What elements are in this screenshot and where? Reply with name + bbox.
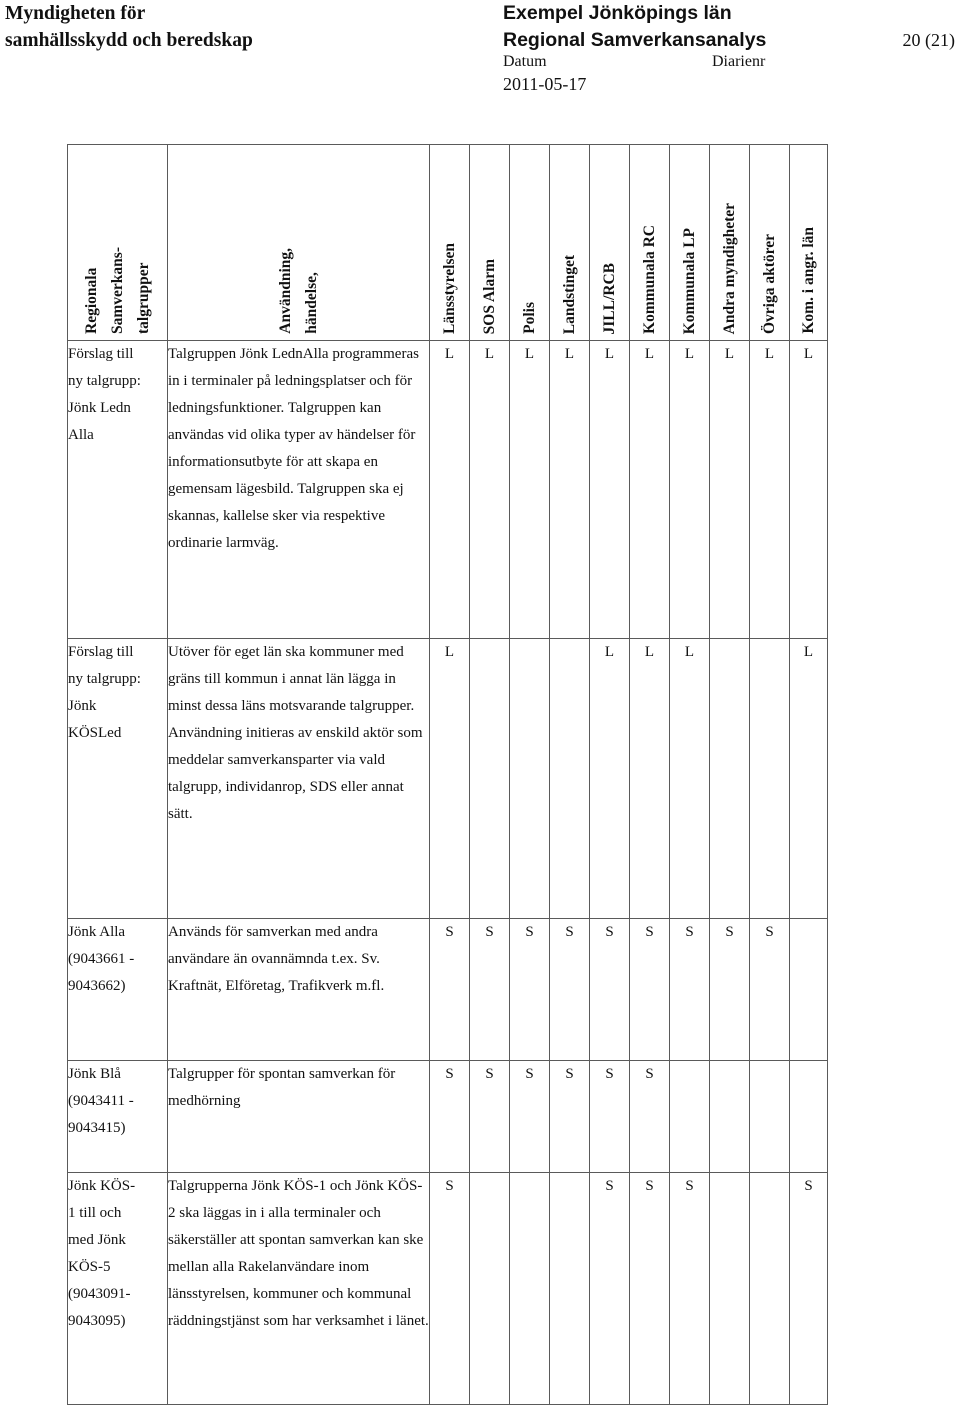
actor-mark-cell: S bbox=[430, 1061, 470, 1173]
column-header-label: Regionala Samverkans- talgrupper bbox=[82, 247, 152, 334]
actor-mark-cell: S bbox=[550, 919, 590, 1061]
column-header-label: Övriga aktörer bbox=[760, 233, 778, 334]
actor-mark-cell: L bbox=[790, 341, 828, 639]
actor-mark-cell: L bbox=[510, 341, 550, 639]
header-ovriga-aktorer bbox=[750, 145, 790, 341]
talkgroup-name-cell: Jönk Alla (9043661 - 9043662) bbox=[68, 919, 168, 1061]
usage-description-cell: Talgrupperna Jönk KÖS-1 och Jönk KÖS-2 ska läggas in i alla terminaler och säkerställer att spontan samverkan kan ske mellan alla Rakelanvändare inom länsstyrelsen, kommuner och kommunal räddningstjänst som har verksamhet i länet. bbox=[168, 1173, 430, 1405]
actor-mark-cell bbox=[510, 639, 550, 919]
header-kom-i-angr-lan bbox=[790, 145, 828, 341]
usage-description-cell: Används för samverkan med andra användare än ovannämnda t.ex. Sv. Kraftnät, Elföretag, Trafikverk m.fl. bbox=[168, 919, 430, 1061]
table-row bbox=[68, 639, 828, 919]
actor-mark-cell: S bbox=[590, 1173, 630, 1405]
talkgroup-name-cell: Jönk KÖS- 1 till och med Jönk KÖS-5 (9043091- 9043095) bbox=[68, 1173, 168, 1405]
actor-mark-cell bbox=[710, 1173, 750, 1405]
actor-mark-cell: L bbox=[630, 341, 670, 639]
agency-name bbox=[5, 0, 253, 54]
actor-mark-cell: L bbox=[590, 639, 630, 919]
column-header-label: Kom. i angr. län bbox=[799, 227, 817, 334]
actor-mark-cell bbox=[470, 639, 510, 919]
table-row bbox=[68, 1061, 828, 1173]
actor-mark-cell bbox=[750, 1061, 790, 1173]
agency-name-line1: Myndigheten för bbox=[5, 3, 146, 24]
actor-mark-cell: L bbox=[790, 639, 828, 919]
document-title bbox=[503, 0, 766, 54]
actor-mark-cell: L bbox=[470, 341, 510, 639]
actor-mark-cell: S bbox=[590, 919, 630, 1061]
actor-mark-cell bbox=[710, 1061, 750, 1173]
actor-mark-cell: S bbox=[510, 1061, 550, 1173]
actor-mark-cell bbox=[470, 1173, 510, 1405]
actor-mark-cell: S bbox=[630, 1173, 670, 1405]
actor-mark-cell: S bbox=[710, 919, 750, 1061]
table-row bbox=[68, 1173, 828, 1405]
actor-mark-cell: L bbox=[670, 341, 710, 639]
talkgroup-table bbox=[67, 144, 828, 1405]
header-lansstyrelsen bbox=[430, 145, 470, 341]
header-polis bbox=[510, 145, 550, 341]
column-header-label: Andra myndigheter bbox=[720, 202, 738, 334]
column-header-label: JILL/RCB bbox=[600, 262, 618, 334]
page-number: 20 (21) bbox=[902, 30, 955, 50]
actor-mark-cell: L bbox=[630, 639, 670, 919]
document-title-line2: Regional Samverkansanalys bbox=[503, 29, 767, 51]
date-label: Datum bbox=[503, 53, 547, 70]
header-landstinget bbox=[550, 145, 590, 341]
agency-name-line2: samhällsskydd och beredskap bbox=[5, 30, 253, 51]
column-header-label: SOS Alarm bbox=[480, 258, 498, 334]
header-kommunala-lp bbox=[670, 145, 710, 341]
actor-mark-cell: S bbox=[630, 919, 670, 1061]
actor-mark-cell: S bbox=[470, 919, 510, 1061]
document-title-line1: Exempel Jönköpings län bbox=[503, 2, 732, 24]
actor-mark-cell: L bbox=[550, 341, 590, 639]
column-header-label: Landstinget bbox=[560, 254, 578, 334]
column-header-label: Användning, händelse, bbox=[276, 248, 320, 334]
header-sos-alarm bbox=[470, 145, 510, 341]
actor-mark-cell: S bbox=[750, 919, 790, 1061]
header-jill-rcb bbox=[590, 145, 630, 341]
actor-mark-cell: L bbox=[430, 341, 470, 639]
actor-mark-cell bbox=[550, 1173, 590, 1405]
actor-mark-cell: S bbox=[630, 1061, 670, 1173]
actor-mark-cell: S bbox=[790, 1173, 828, 1405]
actor-mark-cell bbox=[710, 639, 750, 919]
actor-mark-cell: S bbox=[470, 1061, 510, 1173]
actor-mark-cell: S bbox=[670, 1173, 710, 1405]
actor-mark-cell: L bbox=[670, 639, 710, 919]
header-usage bbox=[168, 145, 430, 341]
actor-mark-cell bbox=[750, 1173, 790, 1405]
usage-description-cell: Talgrupper för spontan samverkan för medhörning bbox=[168, 1061, 430, 1173]
actor-mark-cell bbox=[750, 639, 790, 919]
actor-mark-cell: S bbox=[510, 919, 550, 1061]
actor-mark-cell bbox=[790, 1061, 828, 1173]
table-body bbox=[68, 341, 828, 1405]
actor-mark-cell: S bbox=[590, 1061, 630, 1173]
table-row bbox=[68, 341, 828, 639]
diary-number-label: Diarienr bbox=[712, 53, 766, 70]
column-header-label: Polis bbox=[520, 302, 538, 334]
column-header-label: Kommunala LP bbox=[680, 227, 698, 334]
header-talkgroups bbox=[68, 145, 168, 341]
usage-description-cell: Talgruppen Jönk LednAlla programmeras in i terminaler på ledningsplatser och för ledningsfunktioner. Talgruppen kan användas vid olika typer av händelser för informationsutbyte för att skapa en gemensam lägesbild. Talgruppen ska ej skannas, kallelse sker via respektive ordinarie larmväg. bbox=[168, 341, 430, 639]
actor-mark-cell: S bbox=[430, 1173, 470, 1405]
actor-mark-cell: S bbox=[550, 1061, 590, 1173]
talkgroup-name-cell: Förslag till ny talgrupp: Jönk KÖSLed bbox=[68, 639, 168, 919]
actor-mark-cell bbox=[550, 639, 590, 919]
column-header-label: Länsstyrelsen bbox=[440, 242, 458, 334]
actor-mark-cell bbox=[670, 1061, 710, 1173]
actor-mark-cell: S bbox=[670, 919, 710, 1061]
talkgroup-name-cell: Förslag till ny talgrupp: Jönk Ledn Alla bbox=[68, 341, 168, 639]
talkgroup-name-cell: Jönk Blå (9043411 - 9043415) bbox=[68, 1061, 168, 1173]
header-andra-myndigheter bbox=[710, 145, 750, 341]
actor-mark-cell bbox=[510, 1173, 550, 1405]
actor-mark-cell: L bbox=[590, 341, 630, 639]
actor-mark-cell bbox=[790, 919, 828, 1061]
actor-mark-cell: S bbox=[430, 919, 470, 1061]
actor-mark-cell: L bbox=[710, 341, 750, 639]
document-date: 2011-05-17 bbox=[503, 74, 587, 94]
table-header-row bbox=[68, 145, 828, 341]
actor-mark-cell: L bbox=[430, 639, 470, 919]
usage-description-cell: Utöver för eget län ska kommuner med gräns till kommun i annat län lägga in minst dessa läns motsvarande talgrupper. Användning initieras av enskild aktör som meddelar samverkansparter via vald talgrupp, individanrop, SDS eller annat sätt. bbox=[168, 639, 430, 919]
header-kommunala-rc bbox=[630, 145, 670, 341]
actor-mark-cell: L bbox=[750, 341, 790, 639]
table-row bbox=[68, 919, 828, 1061]
column-header-label: Kommunala RC bbox=[640, 225, 658, 334]
document-header bbox=[0, 0, 960, 110]
